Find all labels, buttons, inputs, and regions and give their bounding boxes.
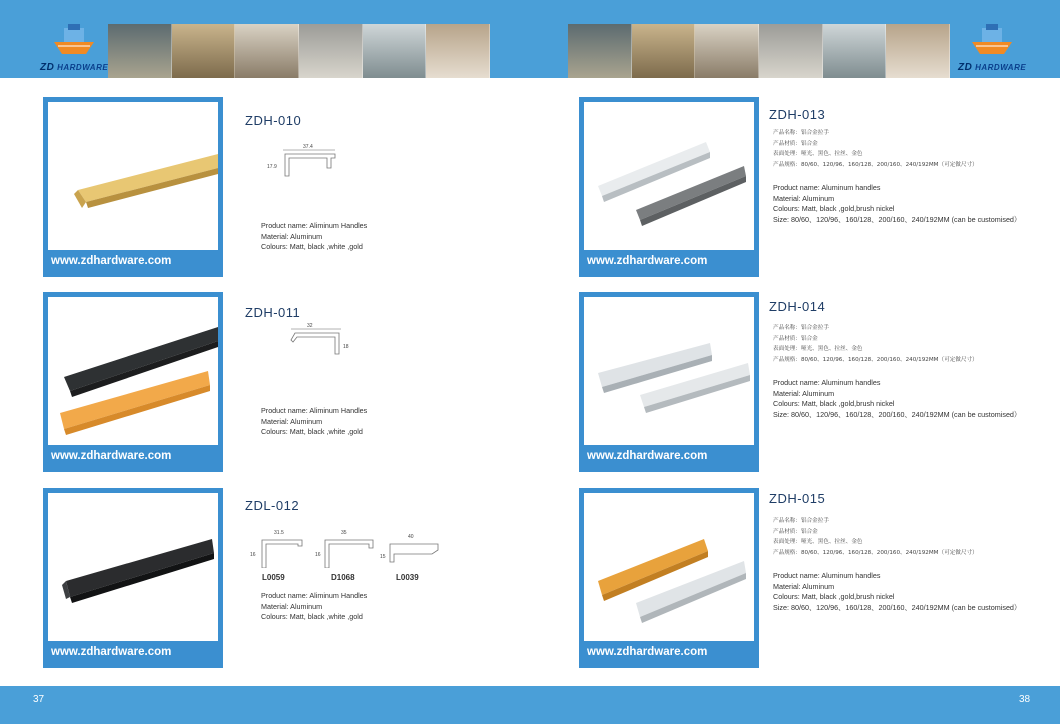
footer-bar: [0, 686, 1060, 724]
gold-handle-image: [48, 102, 218, 272]
silver-handles-image: [584, 297, 754, 467]
product-info-zdh-011: Product name: Aliminum Handles Material: Aluminum Colours: Matt, black ,white ,gold: [261, 406, 368, 436]
product-info-cn-zdh-014: 产品名称：铝合金拉手 产品材质：铝合金 表面处理：哑光、黑色、拉丝、金色 产品规格：80/60、120/96、160/128、200/160、240/192MM（可定做尺寸）: [773, 325, 978, 363]
logo-mark-icon: [54, 24, 94, 58]
product-info-zdh-013: Product name: Aluminum handles Material: Aluminum Colours: Matt, black ,gold,brush nickel Size: 80/60、120/96、160/128、200/160、240/192MM (can be customised）: [773, 183, 1022, 224]
profile-drawing-zdh-010: [265, 140, 345, 180]
product-info-zdh-015: Product name: Aluminum handles Material: Aluminum Colours: Matt, black ,gold,brush nickel Size: 80/60、120/96、160/128、200/160、240/192MM (can be customised）: [773, 571, 1022, 612]
banner-right: [568, 24, 950, 78]
logo-right: [958, 22, 1028, 76]
product-code: ZDH-015: [769, 491, 826, 506]
website-url: www.zdhardware.com: [584, 445, 754, 467]
logo-left: [40, 22, 110, 76]
product-photo-zdh-011: [43, 292, 223, 472]
product-photo-zdh-013: [579, 97, 759, 277]
logo-mark-icon: [972, 24, 1012, 58]
website-url: www.zdhardware.com: [584, 250, 754, 272]
svg-text:40: 40: [408, 534, 414, 540]
page-number-left: 37: [33, 694, 45, 705]
profile-drawing-d1068: [313, 528, 383, 568]
website-url: www.zdhardware.com: [48, 445, 218, 467]
product-code: ZDH-010: [245, 113, 302, 128]
website-url: www.zdhardware.com: [48, 641, 218, 663]
silver-grey-handles-image: [584, 102, 754, 272]
product-info-zdh-014: Product name: Aluminum handles Material: Aluminum Colours: Matt, black ,gold,brush nickel Size: 80/60、120/96、160/128、200/160、240/192MM (can be customised）: [773, 378, 1022, 419]
product-info-cn-zdh-015: 产品名称：铝合金拉手 产品材质：铝合金 表面处理：哑光、黑色、拉丝、金色 产品规格：80/60、120/96、160/128、200/160、240/192MM（可定做尺寸）: [773, 518, 978, 556]
product-photo-zdh-014: [579, 292, 759, 472]
website-url: www.zdhardware.com: [584, 641, 754, 663]
profile-drawing-l0059: [248, 528, 308, 568]
product-info-zdl-012: Product name: Aliminum Handles Material: Aluminum Colours: Matt, black ,white ,gold: [261, 591, 368, 621]
dim-width: 37.4: [303, 144, 313, 150]
svg-text:15: 15: [380, 554, 386, 560]
product-code: ZDH-013: [769, 107, 826, 122]
logo-text: ZD HARDWARE: [958, 62, 1027, 73]
svg-text:31.5: 31.5: [274, 530, 284, 536]
black-handle-image: [48, 493, 218, 663]
gold-silver-handles-image: [584, 493, 754, 663]
svg-text:16: 16: [250, 552, 256, 558]
product-code: ZDH-011: [245, 305, 301, 320]
logo-text: ZD HARDWARE: [40, 62, 109, 73]
dim-height: 18: [343, 344, 349, 350]
product-code: ZDL-012: [245, 498, 300, 513]
product-info-cn-zdh-013: 产品名称：铝合金拉手 产品材质：铝合金 表面处理：哑光、黑色、拉丝、金色 产品规格：80/60、120/96、160/128、200/160、240/192MM（可定做尺寸）: [773, 130, 978, 168]
dim-width: 32: [307, 323, 313, 329]
dim-height: 17.9: [267, 164, 277, 170]
website-url: www.zdhardware.com: [48, 250, 218, 272]
page-number-right: 38: [1019, 694, 1031, 705]
product-photo-zdh-010: [43, 97, 223, 277]
product-info-zdh-010: Product name: Aliminum Handles Material: Aluminum Colours: Matt, black ,white ,gold: [261, 221, 368, 251]
black-gold-handles-image: [48, 297, 218, 467]
profile-label: D1068: [331, 573, 355, 582]
svg-text:16: 16: [315, 552, 321, 558]
svg-text:35: 35: [341, 530, 347, 536]
profile-drawing-l0039: [378, 532, 448, 572]
profile-drawing-zdh-011: [285, 320, 365, 360]
banner-left: [108, 24, 490, 78]
product-photo-zdl-012: [43, 488, 223, 668]
profile-label: L0039: [396, 573, 419, 582]
profile-label: L0059: [262, 573, 285, 582]
product-code: ZDH-014: [769, 299, 826, 314]
product-photo-zdh-015: [579, 488, 759, 668]
